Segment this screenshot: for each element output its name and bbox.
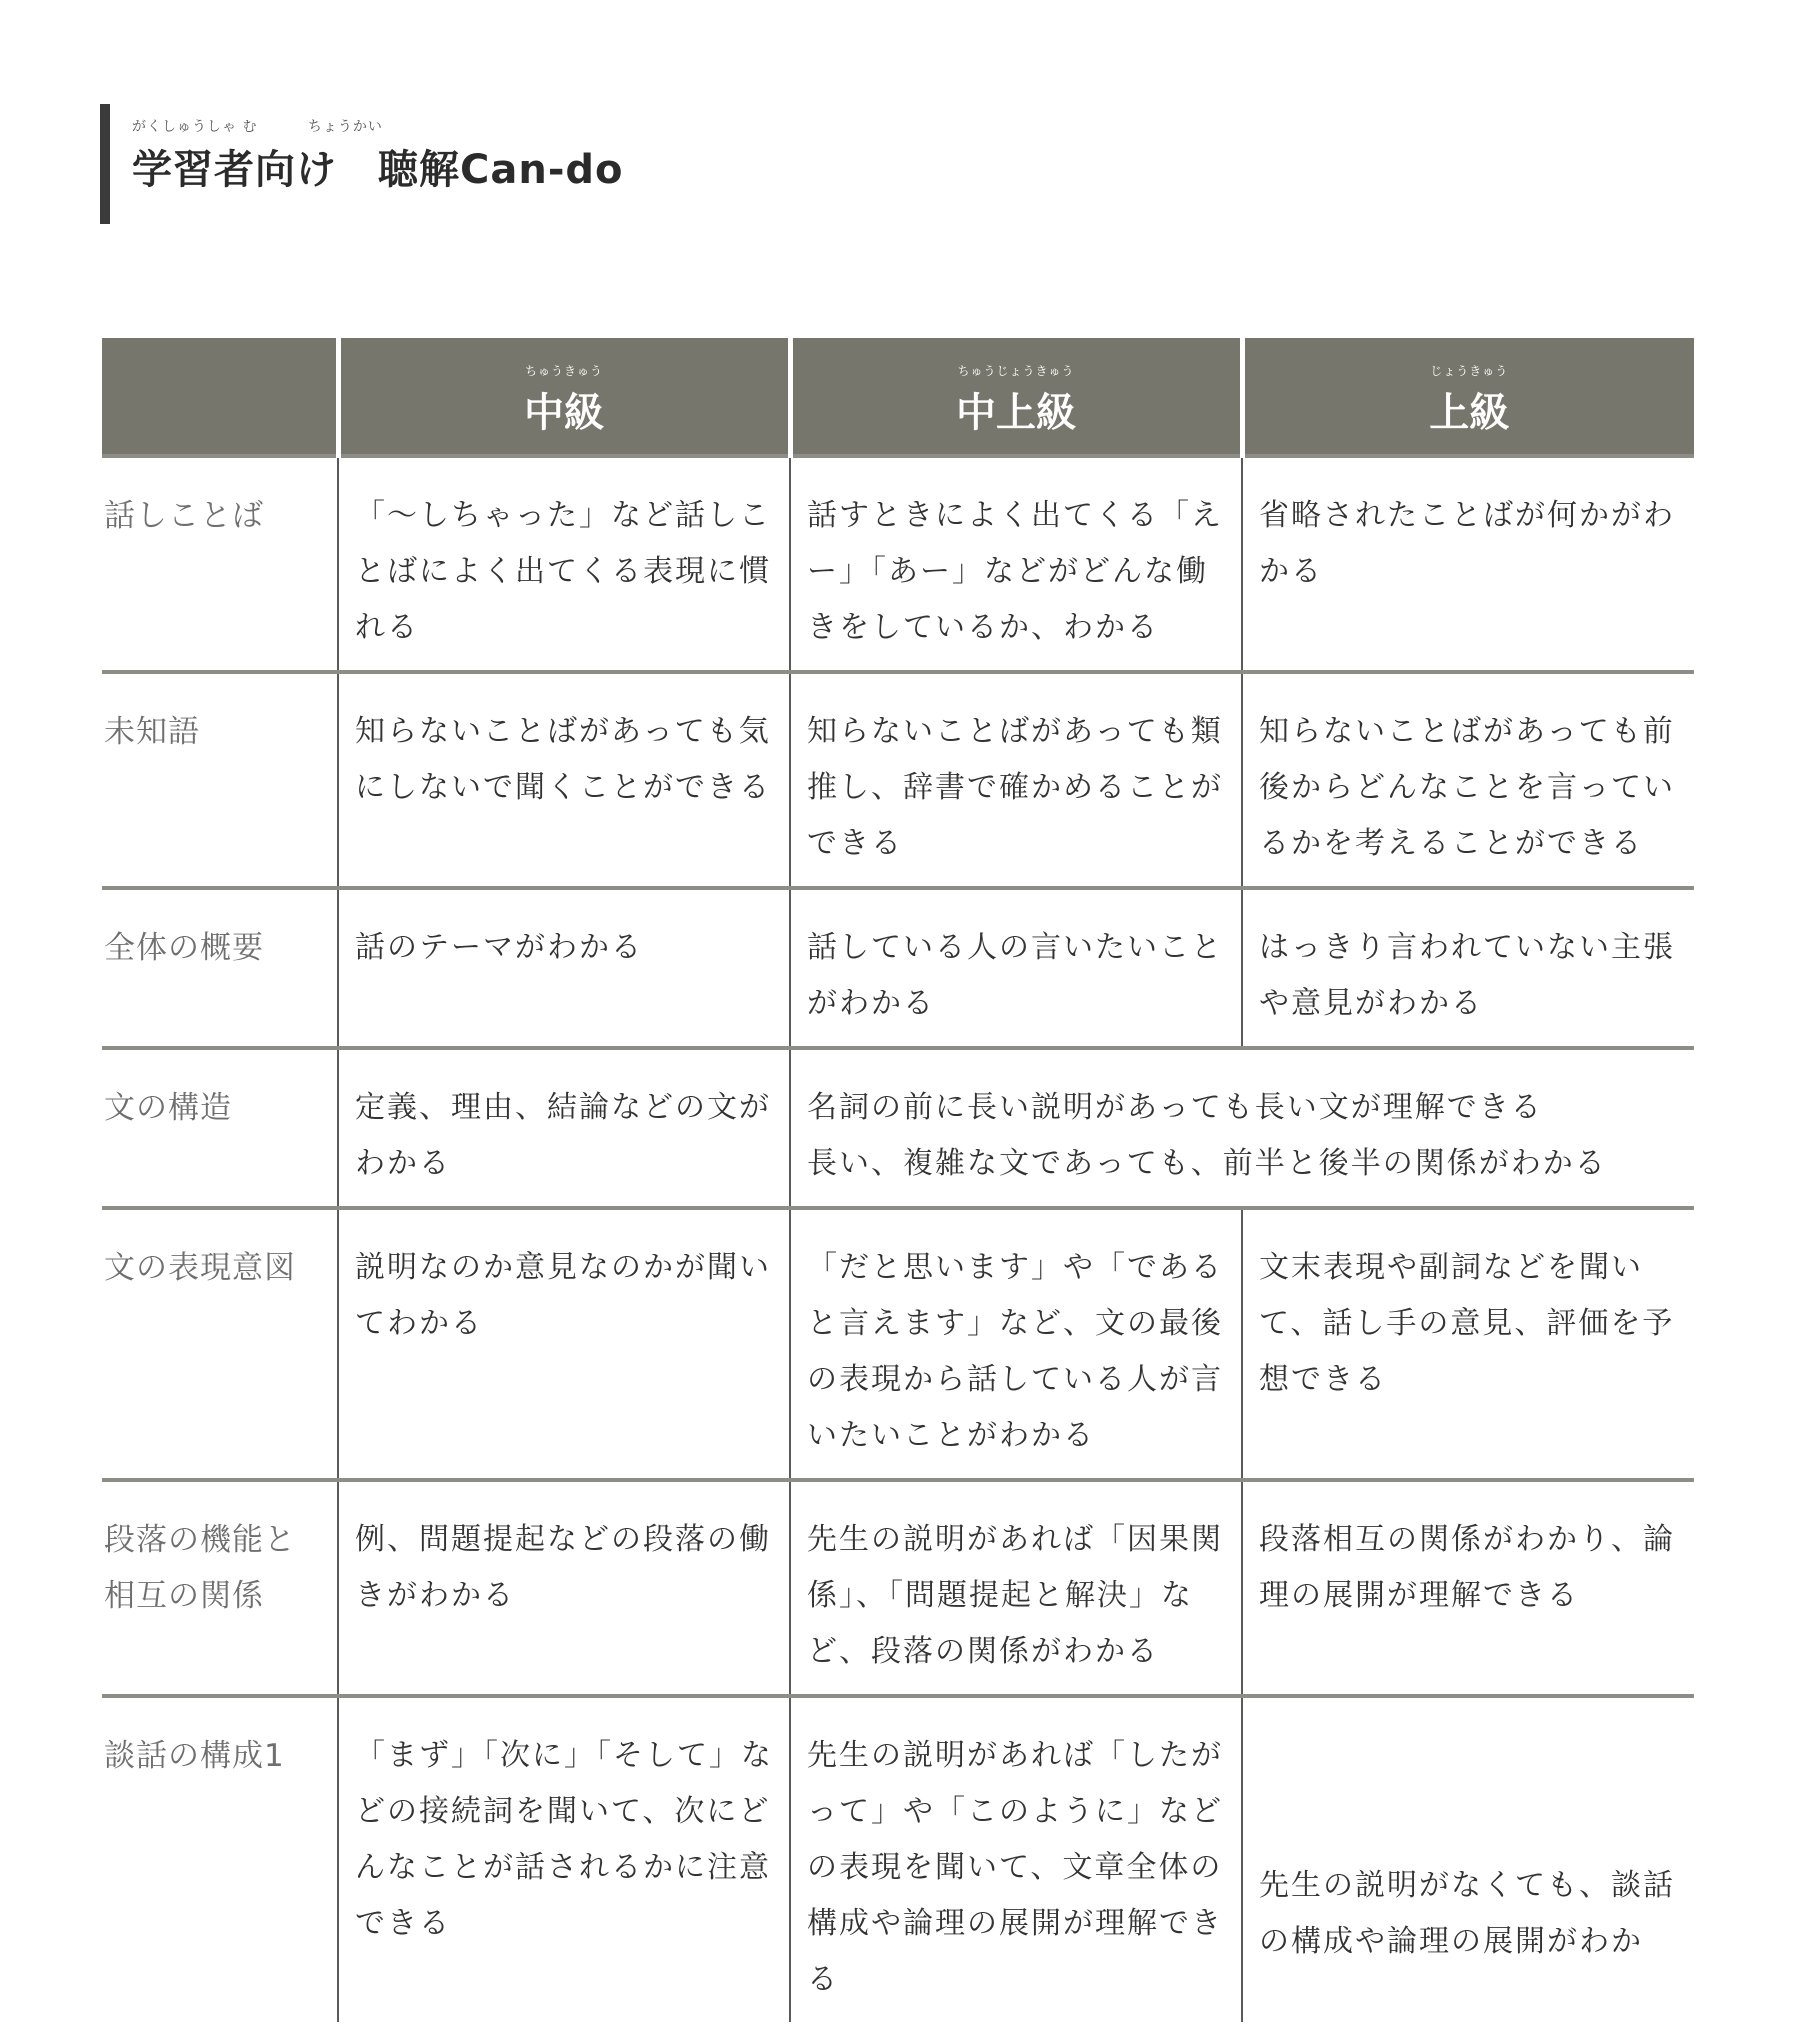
header-corner [102,338,338,456]
row-label: 未知語 [102,672,338,888]
row-label [102,1480,338,1696]
cell-upper-intermediate: 先生の説明があれば「因果関係」、「問題提起と解決」など、段落の関係がわかる [790,1480,1242,1696]
cell-advanced: 文末表現や副詞などを聞いて、話し手の意見、評価を予想できる [1242,1208,1694,1480]
title-ruby: がくしゅうしゃ む ちょうかい [132,119,383,135]
row-label: 文の構造 [102,1048,338,1208]
cell-upper-and-advanced [790,1048,1694,1208]
row-label: 文の表現意図 [102,1208,338,1480]
cell-upper-intermediate: 話している人の言いたいことがわかる [790,888,1242,1048]
cell-intermediate: 知らないことばがあっても気にしないで聞くことができる [338,672,790,888]
header-label: 上級 [1429,390,1510,436]
header-label: 中上級 [956,390,1076,436]
cell-advanced: 知らないことばがあっても前後からどんなことを言っているかを考えることができる [1242,672,1694,888]
row-label: 話しことば [102,456,338,672]
cell-upper-intermediate: 知らないことばがあっても類推し、辞書で確かめることができる [790,672,1242,888]
cell-advanced: 段落相互の関係がわかり、論理の展開が理解できる [1242,1480,1694,1696]
table-row [102,1208,1694,1480]
header-label: 中級 [524,390,604,436]
cell-advanced: はっきり言われていない主張や意見がわかる [1242,888,1694,1048]
cell-intermediate: 説明なのか意見なのかが聞いてわかる [338,1208,790,1480]
cando-table [102,338,1694,2022]
cell-intermediate: 話のテーマがわかる [338,888,790,1048]
header-advanced [1242,338,1694,456]
cell-advanced: 先生の説明がなくても、談話の構成や論理の展開がわか [1242,1696,1694,2022]
merged-line: 名詞の前に長い説明があっても長い文が理解できる [807,1090,1543,1125]
table-row [102,1480,1694,1696]
cell-intermediate: 「～しちゃった」など話しことばによく出てくる表現に慣れる [338,456,790,672]
cell-advanced: 省略されたことばが何かがわかる [1242,456,1694,672]
table-header-row [102,338,1694,456]
table-row [102,1696,1694,2022]
header-ruby: ちゅうじょうきゅう [957,364,1075,378]
header-ruby: じょうきゅう [1430,364,1509,378]
table-row [102,888,1694,1048]
page-title: 学習者向け 聴解Can-do [132,147,624,193]
cell-upper-intermediate: 先生の説明があれば「したがって」や「このように」などの表現を聞いて、文章全体の構成や論理の展開が理解できる [790,1696,1242,2022]
cell-upper-intermediate: 話すときによく出てくる「えー」「あー」などがどんな働きをしているか、わかる [790,456,1242,672]
header-ruby: ちゅうきゅう [524,364,603,378]
cell-upper-intermediate: 「だと思います」や「であると言えます」など、文の最後の表現から話している人が言いたいことがわかる [790,1208,1242,1480]
cell-intermediate: 例、問題提起などの段落の働きがわかる [338,1480,790,1696]
table-row [102,672,1694,888]
header-upper-intermediate [790,338,1242,456]
cell-intermediate: 定義、理由、結論などの文がわかる [338,1048,790,1208]
row-label: 談話の構成1 [102,1696,338,2022]
row-label-line: 相互の関係 [104,1578,264,1614]
merged-line: 長い、複雑な文であっても、前半と後半の関係がわかる [807,1146,1607,1181]
row-label: 全体の概要 [102,888,338,1048]
table-row [102,456,1694,672]
cell-intermediate: 「まず」「次に」「そして」などの接続詞を聞いて、次にどんなことが話されるかに注意できる [338,1696,790,2022]
page-title-block [100,104,624,224]
row-label-line: 段落の機能と [104,1522,296,1558]
table-row [102,1048,1694,1208]
header-intermediate [338,338,790,456]
